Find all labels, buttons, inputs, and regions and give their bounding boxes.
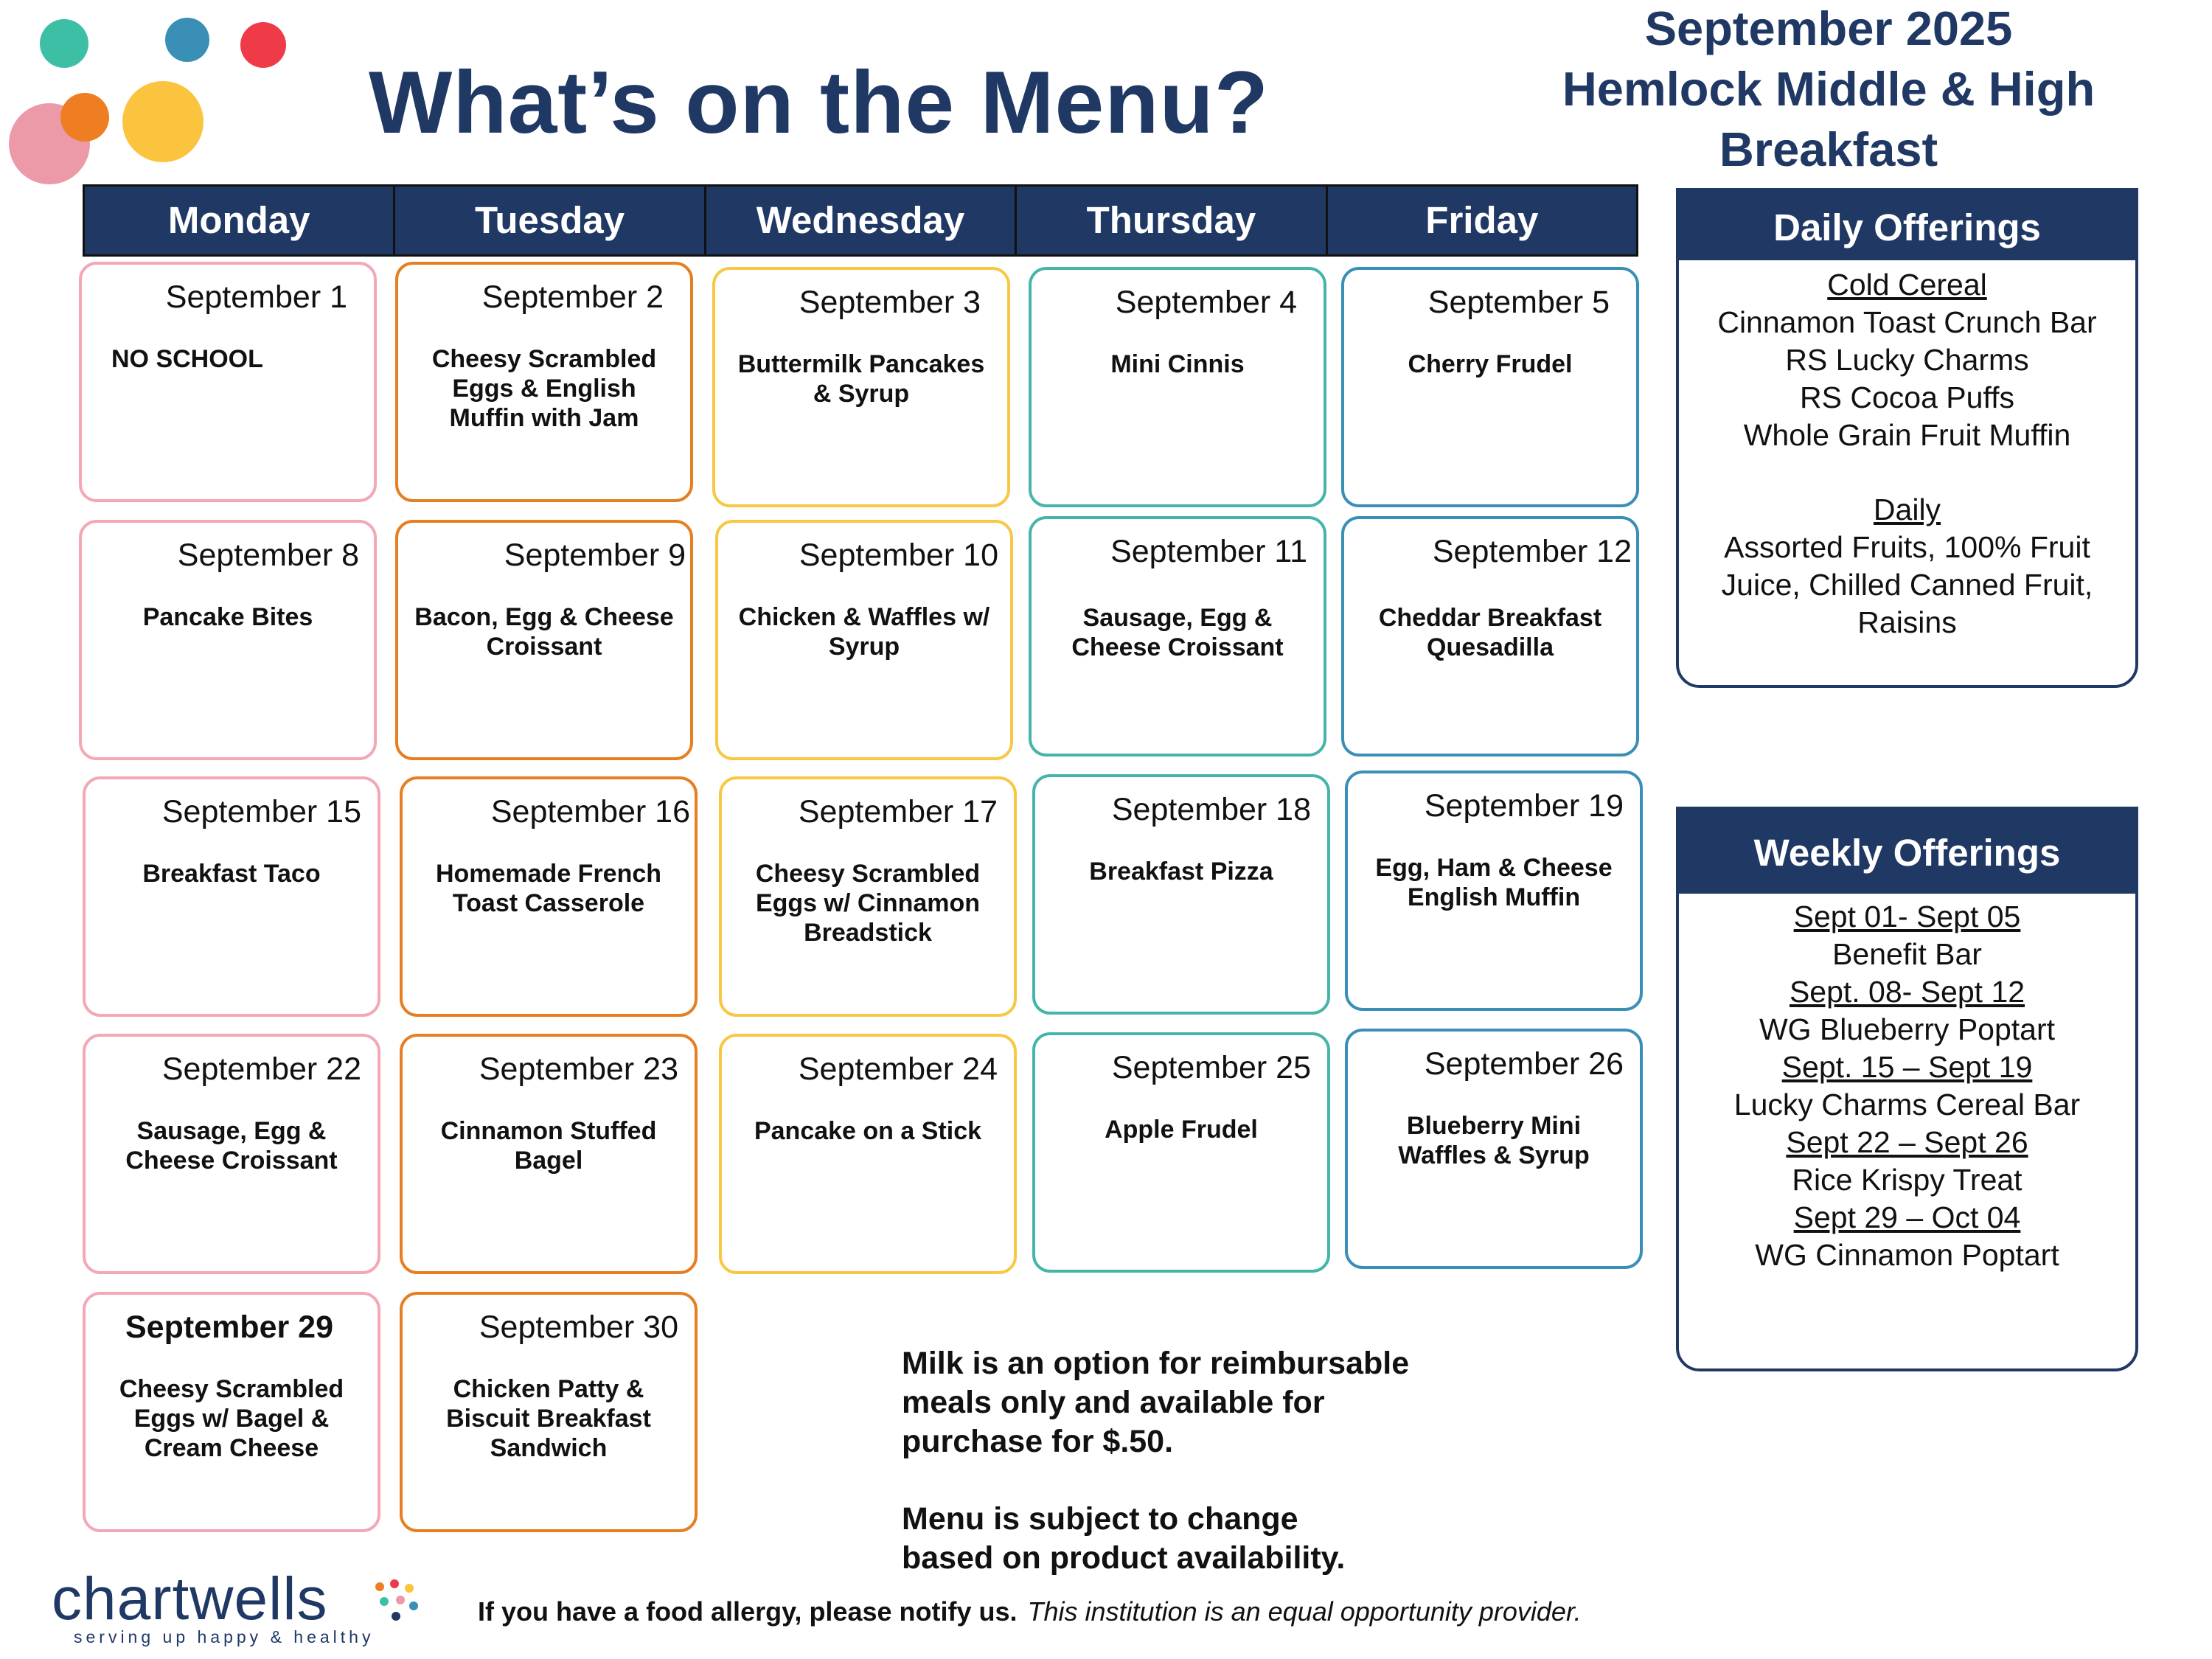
decorative-dot-orange — [60, 93, 109, 142]
day-meal: Chicken & Waffles w/ Syrup — [738, 603, 990, 661]
calendar-day — [400, 1292, 698, 1532]
day-meal: Cheesy Scrambled Eggs w/ Bagel & Cream Cheese — [119, 1375, 344, 1462]
calendar-day — [83, 776, 380, 1017]
day-date: September 10 — [799, 538, 998, 573]
calendar-day — [1032, 1032, 1330, 1273]
day-meal: Sausage, Egg & Cheese Croissant — [125, 1117, 338, 1175]
allergy-notice: If you have a food allergy, please notify us. — [478, 1596, 1018, 1627]
day-meal: Breakfast Pizza — [1089, 858, 1273, 886]
daily-offerings-title: Daily Offerings — [1679, 191, 2135, 260]
calendar-day — [83, 1292, 380, 1532]
daily-items: Assorted Fruits, 100% Fruit Juice, Chilled Canned Fruit, Raisins — [1721, 530, 2093, 639]
day-date: September 16 — [490, 794, 690, 830]
day-date: September 4 — [1115, 285, 1297, 320]
menu-heading — [1497, 0, 2160, 180]
logo-tagline: serving up happy & healthy — [74, 1627, 375, 1646]
calendar-day — [1345, 771, 1643, 1011]
day-meal: Chicken Patty & Biscuit Breakfast Sandwich — [446, 1375, 651, 1462]
weekday-thursday: Thursday — [1017, 187, 1327, 254]
day-meal: NO SCHOOL — [111, 345, 263, 373]
day-meal: Cheesy Scrambled Eggs & English Muffin with Jam — [431, 345, 657, 432]
day-date: September 17 — [798, 794, 998, 830]
menu-change-note: Menu is subject to change based on product availability. — [902, 1501, 1346, 1576]
day-date: September 15 — [161, 794, 361, 830]
weekday-friday: Friday — [1425, 199, 1539, 241]
day-date: September 2 — [481, 279, 664, 315]
menu-month: September 2025 — [1644, 1, 2013, 55]
cereal-item: Cinnamon Toast Crunch Bar — [1717, 305, 2097, 339]
day-meal: Mini Cinnis — [1110, 350, 1245, 378]
day-date: September 23 — [479, 1051, 678, 1087]
cereal-item: Whole Grain Fruit Muffin — [1743, 418, 2071, 452]
week-range: Sept. 15 – Sept 19 — [1781, 1050, 2033, 1084]
weekly-offerings-title: Weekly Offerings — [1679, 810, 2135, 894]
calendar-day — [1341, 516, 1639, 757]
day-date: September 19 — [1424, 788, 1624, 824]
day-date: September 5 — [1427, 285, 1610, 320]
calendar-day — [395, 262, 693, 502]
week-item: Benefit Bar — [1832, 937, 1982, 971]
page-title: What’s on the Menu? — [369, 53, 1270, 152]
weekday-wednesday: Wednesday — [706, 187, 1017, 254]
day-date: September 11 — [1110, 534, 1307, 569]
calendar-day — [719, 776, 1017, 1017]
day-meal: Blueberry Mini Waffles & Syrup — [1398, 1112, 1590, 1169]
day-date: September 25 — [1111, 1050, 1311, 1085]
cold-cereal-heading: Cold Cereal — [1827, 268, 1987, 302]
calendar-day — [719, 1034, 1017, 1274]
week-item: Lucky Charms Cereal Bar — [1733, 1088, 2081, 1121]
weekday-header — [83, 184, 1638, 257]
day-meal: Pancake Bites — [142, 603, 313, 631]
decorative-dot-teal — [40, 19, 88, 68]
calendar-day — [1029, 267, 1326, 507]
footer — [478, 1596, 1582, 1627]
milk-note: Milk is an option for reimbursable meals only and available for purchase for $.50. — [902, 1346, 1410, 1459]
day-date: September 30 — [479, 1310, 678, 1345]
day-meal: Apple Frudel — [1105, 1116, 1258, 1144]
weekday-monday: Monday — [85, 187, 395, 254]
day-meal: Pancake on a Stick — [754, 1117, 982, 1145]
week-item: WG Cinnamon Poptart — [1755, 1238, 2059, 1272]
day-date: September 29 — [125, 1310, 333, 1345]
week-range: Sept 29 – Oct 04 — [1793, 1200, 2021, 1234]
day-meal: Sausage, Egg & Cheese Croissant — [1071, 604, 1284, 661]
week-range: Sept 01- Sept 05 — [1793, 900, 2021, 933]
day-meal: Bacon, Egg & Cheese Croissant — [414, 603, 674, 661]
day-meal: Cheesy Scrambled Eggs w/ Cinnamon Breadstick — [755, 860, 981, 947]
calendar-day — [1029, 516, 1326, 757]
calendar-day — [395, 520, 693, 760]
day-date: September 26 — [1424, 1046, 1624, 1082]
calendar-day — [1345, 1029, 1643, 1269]
week-range: Sept 22 – Sept 26 — [1786, 1125, 2028, 1159]
weekly-offerings-body — [1679, 894, 2135, 1274]
calendar-day — [83, 1034, 380, 1274]
calendar-day — [400, 1034, 698, 1274]
day-meal: Cinnamon Stuffed Bagel — [440, 1117, 657, 1175]
day-date: September 8 — [177, 538, 359, 573]
weekday-tuesday: Tuesday — [395, 187, 706, 254]
daily-heading: Daily — [1873, 493, 1941, 526]
calendar-day — [712, 267, 1010, 507]
day-meal: Buttermilk Pancakes & Syrup — [737, 350, 985, 408]
school-name: Hemlock Middle & High — [1562, 62, 2096, 116]
calendar-day — [400, 776, 698, 1017]
day-meal: Egg, Ham & Cheese English Muffin — [1375, 854, 1613, 911]
logo-dots-icon — [372, 1578, 424, 1630]
calendar-day — [1341, 267, 1639, 507]
day-date: September 3 — [799, 285, 981, 320]
day-date: September 18 — [1111, 792, 1311, 827]
calendar-day — [715, 520, 1013, 760]
decorative-dot-red — [240, 22, 286, 68]
cereal-item: RS Cocoa Puffs — [1800, 380, 2014, 414]
day-date: September 22 — [161, 1051, 361, 1087]
day-date: September 1 — [165, 279, 347, 315]
calendar-day — [79, 262, 377, 502]
calendar-day — [1032, 774, 1330, 1015]
decorative-dot-yellow — [122, 81, 204, 162]
day-meal: Cheddar Breakfast Quesadilla — [1378, 604, 1602, 661]
daily-offerings-body — [1679, 260, 2135, 641]
daily-offerings-panel — [1676, 188, 2138, 688]
calendar-day — [79, 520, 377, 760]
day-date: September 24 — [798, 1051, 998, 1087]
day-date: September 12 — [1432, 534, 1632, 569]
week-range: Sept. 08- Sept 12 — [1789, 975, 2025, 1009]
day-meal: Cherry Frudel — [1408, 350, 1573, 378]
decorative-dot-blue — [165, 18, 209, 62]
equal-opportunity-notice: This institution is an equal opportunity provider. — [1027, 1596, 1582, 1627]
day-meal: Homemade French Toast Casserole — [435, 860, 662, 917]
weekly-offerings-panel — [1676, 807, 2138, 1371]
week-item: WG Blueberry Poptart — [1759, 1012, 2056, 1046]
meal-type: Breakfast — [1719, 122, 1938, 176]
day-meal: Breakfast Taco — [142, 860, 321, 888]
day-date: September 9 — [504, 538, 686, 573]
week-item: Rice Krispy Treat — [1792, 1163, 2023, 1197]
chartwells-logo: chartwells — [52, 1565, 328, 1632]
cereal-item: RS Lucky Charms — [1785, 343, 2029, 377]
